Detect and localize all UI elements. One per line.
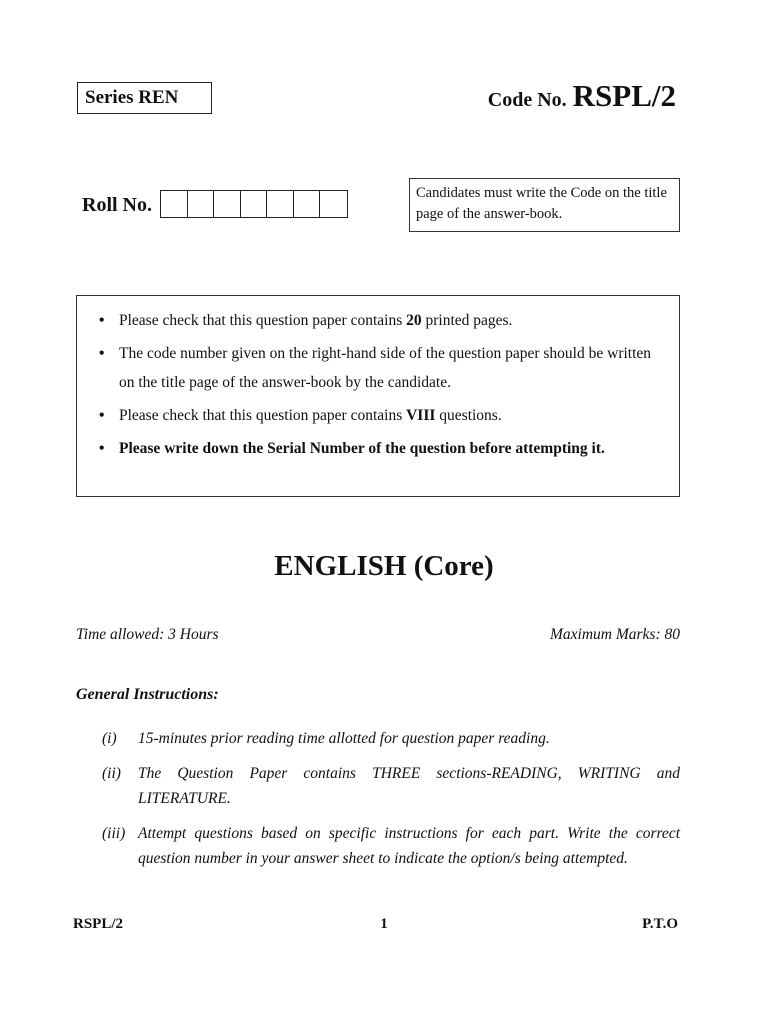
maximum-marks: Maximum Marks: 80 <box>549 626 680 643</box>
instruction-text: Attempt questions based on specific instructions for each part. Write the correct question number in your answer sheet to indicate the option/s being attempted. <box>138 824 680 867</box>
bullet-icon: • <box>99 440 105 457</box>
code-number <box>488 78 676 114</box>
checklist-bold-text: 20 <box>406 312 422 329</box>
roll-number-cell[interactable] <box>188 191 215 217</box>
general-instructions-list <box>102 726 680 881</box>
roll-number-cell[interactable] <box>161 191 188 217</box>
bullet-icon: • <box>99 345 105 362</box>
instruction-item <box>102 821 680 872</box>
bullet-icon: • <box>99 312 105 329</box>
roll-number-cell[interactable] <box>241 191 268 217</box>
roll-number-cell[interactable] <box>267 191 294 217</box>
checklist-text: printed pages. <box>421 312 513 329</box>
code-instruction-note: Candidates must write the Code on the title page of the answer-book. <box>409 178 680 232</box>
checklist-item <box>99 434 665 463</box>
page-turn-note: P.T.O <box>642 916 678 932</box>
checklist-item <box>99 339 665 397</box>
time-allowed: Time allowed: 3 Hours <box>76 626 219 643</box>
general-instructions-heading: General Instructions: <box>76 686 219 703</box>
checklist-item <box>99 401 665 430</box>
checklist-bold-text: VIII <box>406 407 436 424</box>
checklist-text: questions. <box>435 407 502 424</box>
checklist-text: Please check that this question paper contains <box>119 312 407 329</box>
instruction-item <box>102 761 680 812</box>
page-number: 1 <box>380 916 388 932</box>
roll-number-cell[interactable] <box>214 191 241 217</box>
footer-code: RSPL/2 <box>73 916 124 932</box>
instruction-item <box>102 726 680 752</box>
instruction-number: (ii) <box>102 764 121 782</box>
roll-number-label: Roll No. <box>82 194 152 216</box>
roll-number-boxes[interactable] <box>160 190 348 218</box>
checklist-text: The code number given on the right-hand side of the question paper should be written on the title page of the answer-book by the candidate. <box>119 345 652 391</box>
instruction-number: (i) <box>102 730 117 747</box>
instruction-number: (iii) <box>102 824 126 842</box>
roll-number-cell[interactable] <box>294 191 321 217</box>
series-box <box>77 82 212 114</box>
bullet-icon: • <box>99 407 105 424</box>
checklist-box <box>76 295 680 497</box>
paper-title: ENGLISH (Core) <box>274 550 494 582</box>
instruction-text: 15-minutes prior reading time allotted for question paper reading. <box>138 730 550 747</box>
code-label: Code No. <box>487 89 567 111</box>
code-value: RSPL/2 <box>572 78 676 113</box>
roll-number-cell[interactable] <box>320 191 347 217</box>
instruction-text: The Question Paper contains THREE sections-READING, WRITING and LITERATURE. <box>138 764 680 807</box>
checklist-item <box>99 306 665 335</box>
series-label: Series REN <box>85 87 179 108</box>
checklist-text: Please check that this question paper contains <box>119 407 407 424</box>
checklist-bold-text: Please write down the Serial Number of the question before attempting it. <box>119 440 605 457</box>
